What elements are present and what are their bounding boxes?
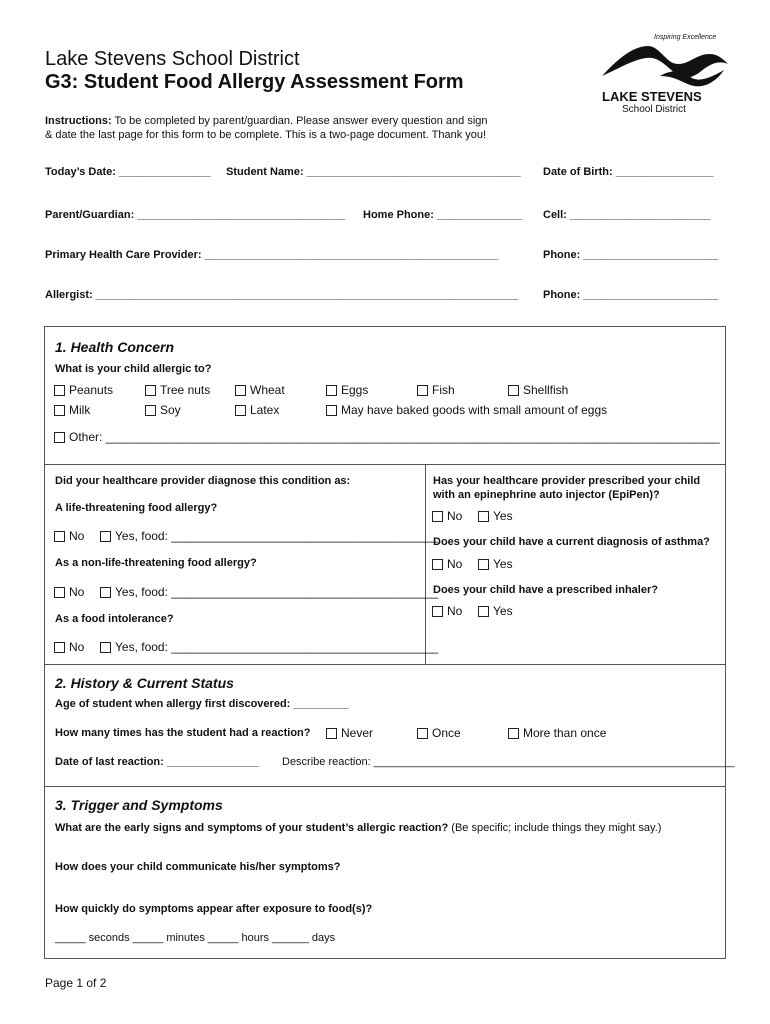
divider — [44, 786, 726, 787]
todays-date-field[interactable]: Today’s Date: _______________ — [45, 166, 211, 178]
last-reaction-field[interactable]: Date of last reaction: _______________ — [55, 756, 259, 768]
asthma-question: Does your child have a current diagnosis of asthma? — [433, 536, 710, 548]
checkbox-icon[interactable] — [478, 559, 489, 570]
epipen-question-line2: with an epinephrine auto injector (EpiPen)? — [433, 489, 660, 501]
allergist-field[interactable]: Allergist: _____________________________________________________________________ — [45, 289, 518, 301]
provider-phone-field[interactable]: Phone: ______________________ — [543, 249, 718, 261]
intolerance-no[interactable]: No — [54, 640, 84, 654]
checkbox-icon[interactable] — [326, 728, 337, 739]
checkbox-icon[interactable] — [417, 385, 428, 396]
diagnosis-question: Did your healthcare provider diagnose this condition as: — [55, 475, 351, 487]
checkbox-icon[interactable] — [54, 642, 65, 653]
section2-title: 2. History & Current Status — [55, 675, 234, 691]
divider — [44, 664, 726, 665]
checkbox-icon[interactable] — [100, 642, 111, 653]
life-threat-no[interactable]: No — [54, 529, 84, 543]
student-name-field[interactable]: Student Name: ___________________________________ — [226, 166, 521, 178]
allergen-eggs[interactable]: Eggs — [326, 383, 368, 397]
allergen-shellfish[interactable]: Shellfish — [508, 383, 568, 397]
intolerance-question: As a food intolerance? — [55, 613, 174, 625]
allergen-baked-eggs[interactable]: May have baked goods with small amount of eggs — [326, 403, 607, 417]
checkbox-icon[interactable] — [417, 728, 428, 739]
home-phone-field[interactable]: Home Phone: ______________ — [363, 209, 523, 221]
reaction-never[interactable]: Never — [326, 726, 373, 740]
checkbox-icon[interactable] — [432, 559, 443, 570]
reactions-question: How many times has the student had a reaction? — [55, 727, 311, 739]
checkbox-icon[interactable] — [478, 511, 489, 522]
life-threat-question: A life-threatening food allergy? — [55, 502, 218, 514]
checkbox-icon[interactable] — [326, 405, 337, 416]
allergen-soy[interactable]: Soy — [145, 403, 181, 417]
logo-sub: School District — [622, 104, 686, 115]
inhaler-question: Does your child have a prescribed inhaler? — [433, 584, 658, 596]
epipen-no[interactable]: No — [432, 509, 462, 523]
non-life-threat-no[interactable]: No — [54, 585, 84, 599]
parent-field[interactable]: Parent/Guardian: __________________________________ — [45, 209, 346, 221]
epipen-question-line1: Has your healthcare provider prescribed your child — [433, 475, 701, 487]
allergen-other[interactable]: Other: ____________________________________________________________________________________________ — [54, 430, 720, 444]
section3-title: 3. Trigger and Symptoms — [55, 797, 223, 813]
checkbox-icon[interactable] — [54, 405, 65, 416]
district-title: Lake Stevens School District — [45, 48, 300, 70]
instructions-line2: & date the last page for this form to be complete. This is a two-page document. Thank you! — [45, 129, 487, 141]
allergen-tree-nuts[interactable]: Tree nuts — [145, 383, 210, 397]
checkbox-icon[interactable] — [478, 606, 489, 617]
allergen-fish[interactable]: Fish — [417, 383, 455, 397]
page-number: Page 1 of 2 — [45, 976, 107, 990]
mountain-logo-icon — [600, 42, 730, 92]
form-title: G3: Student Food Allergy Assessment Form — [45, 71, 464, 93]
allergy-question: What is your child allergic to? — [55, 363, 212, 375]
checkbox-icon[interactable] — [54, 587, 65, 598]
checkbox-icon[interactable] — [54, 385, 65, 396]
allergen-wheat[interactable]: Wheat — [235, 383, 285, 397]
checkbox-icon[interactable] — [54, 432, 65, 443]
communicate-question: How does your child communicate his/her symptoms? — [55, 861, 341, 873]
reaction-once[interactable]: Once — [417, 726, 461, 740]
checkbox-icon[interactable] — [100, 531, 111, 542]
reaction-more[interactable]: More than once — [508, 726, 606, 740]
instructions-line1: Instructions: To be completed by parent/guardian. Please answer every question and sign — [45, 115, 488, 127]
checkbox-icon[interactable] — [508, 385, 519, 396]
symptoms-question: What are the early signs and symptoms of your student’s allergic reaction? (Be specific; include things they might say.) — [55, 822, 662, 834]
checkbox-icon[interactable] — [508, 728, 519, 739]
asthma-yes[interactable]: Yes — [478, 557, 513, 571]
dob-field[interactable]: Date of Birth: ________________ — [543, 166, 714, 178]
checkbox-icon[interactable] — [145, 385, 156, 396]
non-life-threat-question: As a non-life-threatening food allergy? — [55, 557, 257, 569]
inhaler-no[interactable]: No — [432, 604, 462, 618]
intolerance-yes[interactable]: Yes, food: ________________________________________ — [100, 640, 438, 654]
allergist-phone-field[interactable]: Phone: ______________________ — [543, 289, 718, 301]
epipen-yes[interactable]: Yes — [478, 509, 513, 523]
allergen-latex[interactable]: Latex — [235, 403, 279, 417]
checkbox-icon[interactable] — [145, 405, 156, 416]
asthma-no[interactable]: No — [432, 557, 462, 571]
logo-tagline: Inspiring Excellence — [654, 34, 717, 41]
describe-reaction-field[interactable]: Describe reaction: ___________________________________________________________ — [282, 756, 735, 768]
checkbox-icon[interactable] — [100, 587, 111, 598]
checkbox-icon[interactable] — [235, 405, 246, 416]
section1-title: 1. Health Concern — [55, 339, 175, 355]
life-threat-yes[interactable]: Yes, food: ________________________________________ — [100, 529, 438, 543]
district-logo — [600, 34, 730, 119]
non-life-threat-yes[interactable]: Yes, food: ________________________________________ — [100, 585, 438, 599]
allergen-milk[interactable]: Milk — [54, 403, 90, 417]
checkbox-icon[interactable] — [432, 511, 443, 522]
inhaler-yes[interactable]: Yes — [478, 604, 513, 618]
timing-field[interactable]: _____ seconds _____ minutes _____ hours ______ days — [55, 932, 336, 944]
checkbox-icon[interactable] — [326, 385, 337, 396]
allergen-peanuts[interactable]: Peanuts — [54, 383, 113, 397]
age-discovered-field[interactable]: Age of student when allergy first discovered: _________ — [55, 698, 349, 710]
provider-field[interactable]: Primary Health Care Provider: ________________________________________________ — [45, 249, 499, 261]
divider-vertical — [425, 464, 426, 664]
cell-field[interactable]: Cell: _______________________ — [543, 209, 711, 221]
logo-name: LAKE STEVENS — [602, 89, 702, 104]
checkbox-icon[interactable] — [54, 531, 65, 542]
timing-question: How quickly do symptoms appear after exposure to food(s)? — [55, 903, 373, 915]
divider — [44, 464, 726, 465]
checkbox-icon[interactable] — [432, 606, 443, 617]
checkbox-icon[interactable] — [235, 385, 246, 396]
